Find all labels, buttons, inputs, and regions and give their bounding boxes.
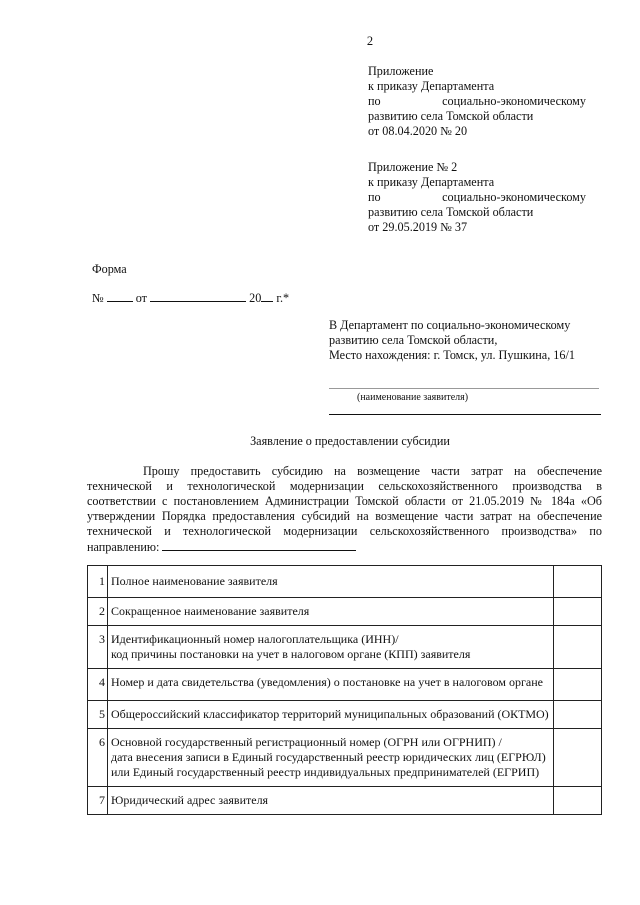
addressee-location: Место нахождения: г. Томск, ул. Пушкина, 16/1 [329, 348, 575, 362]
applicant-caption: (наименование заявителя) [357, 392, 469, 403]
row-value-cell[interactable] [554, 729, 602, 787]
row-label: Идентификационный номер налогоплательщика (ИНН)/ код причины постановки на учет в налоговом органе (КПП) заявителя [108, 626, 554, 669]
year-suffix: г.* [276, 291, 290, 305]
row-number: 5 [88, 701, 108, 729]
appendix-order-line: к приказу Департамента [368, 175, 495, 189]
appendix-department-name: социально-экономическому [442, 94, 586, 108]
row-label: Основной государственный регистрационный номер (ОГРН или ОГРНИП) / дата внесения записи в Единый государственный реестр юридических лиц (ЕГРЮЛ) или Единый государственный реестр индивидуальных предпринимателей (ЕГРИП) [108, 729, 554, 787]
year-blank [261, 290, 273, 302]
row-value-cell[interactable] [554, 787, 602, 815]
row-number: 3 [88, 626, 108, 669]
row-label: Номер и дата свидетельства (уведомления) о постановке на учет в налоговом органе [108, 669, 554, 701]
table-body [88, 566, 602, 815]
document-title: Заявление о предоставлении субсидии [250, 434, 450, 448]
table-row [88, 626, 602, 669]
addressee-region: развитию села Томской области, [329, 333, 498, 347]
table-row [88, 701, 602, 729]
row-value-cell[interactable] [554, 626, 602, 669]
row-value-cell[interactable] [554, 598, 602, 626]
row-label: Сокращенное наименование заявителя [108, 598, 554, 626]
row-label: Общероссийский классификатор территорий муниципальных образований (ОКТМО) [108, 701, 554, 729]
addressee-block [329, 318, 599, 363]
table-row [88, 729, 602, 787]
appendix-title: Приложение [368, 64, 434, 78]
row-label: Юридический адрес заявителя [108, 787, 554, 815]
row-value-cell[interactable] [554, 669, 602, 701]
appendix-order-line: к приказу Департамента [368, 79, 495, 93]
table-row [88, 598, 602, 626]
appendix-block-first [368, 64, 586, 139]
year-prefix: 20 [249, 291, 262, 305]
applicant-info-table [87, 565, 602, 815]
appendix-po-word: по [368, 190, 381, 204]
addressee-department: В Департамент по социально-экономическому [329, 318, 571, 332]
applicant-extra-line [329, 414, 601, 415]
row-label: Полное наименование заявителя [108, 566, 554, 598]
row-value-cell[interactable] [554, 566, 602, 598]
application-number-line [92, 290, 289, 306]
appendix-title: Приложение № 2 [368, 160, 458, 174]
appendix-date-line: от 29.05.2019 № 37 [368, 220, 468, 234]
date-from-label: от [135, 291, 147, 305]
appendix-department-name: социально-экономическому [442, 190, 586, 204]
table-row [88, 787, 602, 815]
body-text: Прошу предоставить субсидию на возмещение части затрат на обеспечение технической и технологической модернизации сельскохозяйственного производства в соответствии с постановлением Администрации Томской области от 21.05.2019 № 184а «Об утверждении Порядка предоставления субсидий на возмещение части затрат на обеспечение технической и технологической модернизации сельскохозяйственного производства» по направлению: [87, 464, 602, 554]
appendix-po-word: по [368, 94, 381, 108]
appendix-department-line [368, 94, 586, 109]
row-number: 6 [88, 729, 108, 787]
row-number: 2 [88, 598, 108, 626]
form-label: Форма [92, 262, 127, 276]
page-number: 2 [366, 34, 374, 48]
table-row [88, 669, 602, 701]
row-number: 4 [88, 669, 108, 701]
application-body [87, 464, 602, 555]
appendix-block-second [368, 160, 586, 235]
date-blank [150, 290, 246, 302]
number-blank [107, 290, 133, 302]
appendix-region-line: развитию села Томской области [368, 205, 534, 219]
row-value-cell[interactable] [554, 701, 602, 729]
row-number: 1 [88, 566, 108, 598]
appendix-department-line [368, 190, 586, 205]
direction-blank [162, 539, 356, 551]
table-row [88, 566, 602, 598]
applicant-name-line [329, 388, 599, 389]
appendix-region-line: развитию села Томской области [368, 109, 534, 123]
number-sign: № [92, 291, 104, 305]
appendix-date-line: от 08.04.2020 № 20 [368, 124, 468, 138]
row-number: 7 [88, 787, 108, 815]
